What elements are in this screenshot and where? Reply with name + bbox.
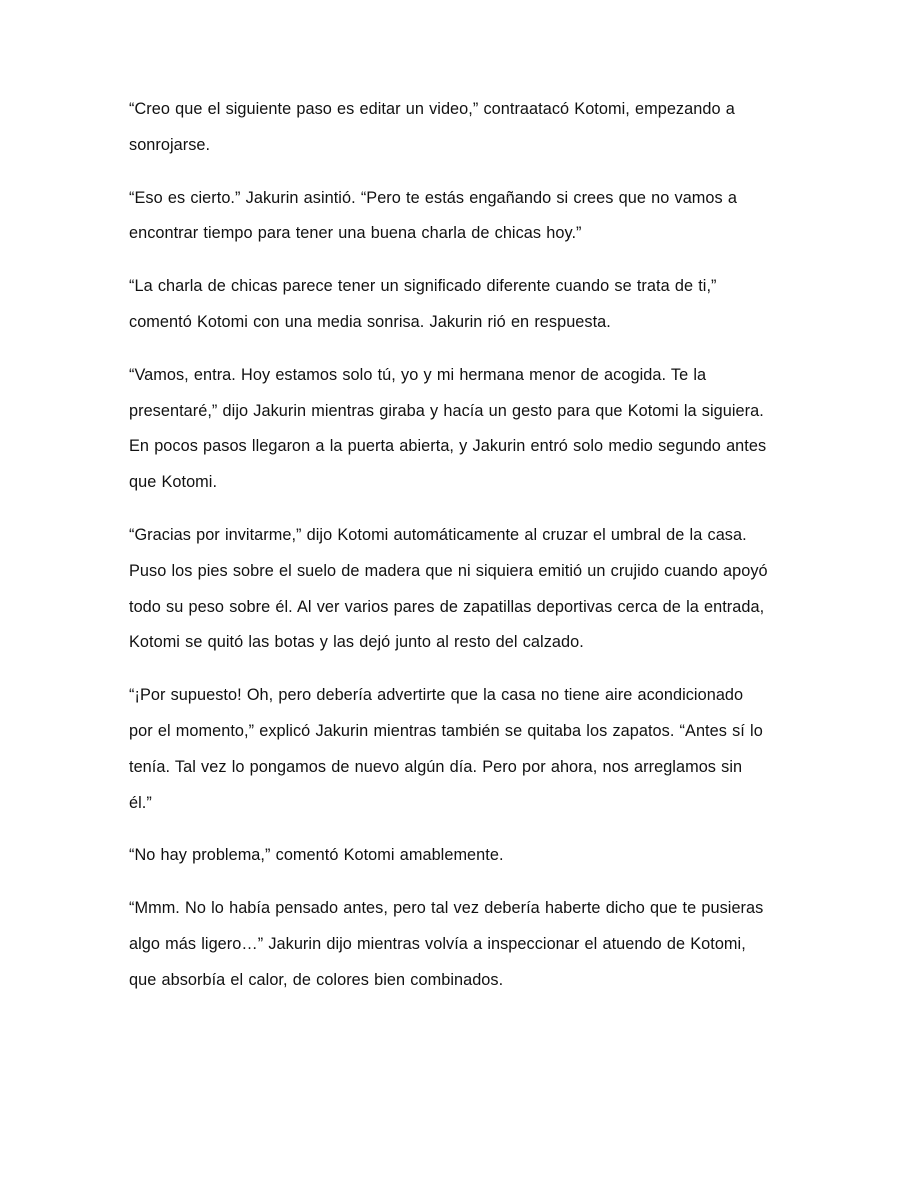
text-line: encontrar tiempo para tener una buena charla de chicas hoy.” (129, 224, 582, 243)
paragraph-1 (129, 92, 779, 164)
text-line: presentaré,” dijo Jakurin mientras giraba y hacía un gesto para que Kotomi la siguiera. (129, 401, 764, 420)
text-line: “Creo que el siguiente paso es editar un video,” contraatacó Kotomi, empezando a (129, 100, 735, 118)
text-line: que Kotomi. (129, 473, 218, 492)
text-line: “Eso es cierto.” Jakurin asintió. “Pero te estás engañando si crees que no vamos a (129, 188, 737, 207)
text-line: “No hay problema,” comentó Kotomi amablemente. (129, 846, 504, 865)
paragraph-2 (129, 181, 779, 253)
text-line: tenía. Tal vez lo pongamos de nuevo algún día. Pero por ahora, nos arreglamos sin (129, 757, 743, 776)
text-line: sonrojarse. (129, 135, 211, 154)
paragraph-5 (129, 518, 779, 661)
document-body (129, 92, 779, 1016)
paragraph-8 (129, 891, 779, 998)
paragraph-6 (129, 678, 779, 821)
text-line: “Mmm. No lo había pensado antes, pero tal vez debería haberte dicho que te pusieras (129, 899, 764, 918)
text-line: Kotomi se quitó las botas y las dejó junto al resto del calzado. (129, 633, 584, 652)
text-line: Puso los pies sobre el suelo de madera que ni siquiera emitió un crujido cuando apoyó (129, 561, 768, 580)
text-line: “Gracias por invitarme,” dijo Kotomi automáticamente al cruzar el umbral de la casa. (129, 525, 747, 544)
text-line: algo más ligero…” Jakurin dijo mientras volvía a inspeccionar el atuendo de Kotomi, (129, 934, 746, 953)
text-line: “Vamos, entra. Hoy estamos solo tú, yo y mi hermana menor de acogida. Te la (129, 365, 707, 384)
text-line: “La charla de chicas parece tener un significado diferente cuando se trata de ti,” (129, 277, 717, 296)
text-line: “¡Por supuesto! Oh, pero debería advertirte que la casa no tiene aire acondicionado (129, 686, 744, 705)
paragraph-3 (129, 269, 779, 341)
text-line: En pocos pasos llegaron a la puerta abierta, y Jakurin entró solo medio segundo antes (129, 437, 767, 456)
paragraph-7 (129, 838, 779, 874)
text-line: que absorbía el calor, de colores bien combinados. (129, 970, 504, 989)
paragraph-4 (129, 358, 779, 501)
text-line: por el momento,” explicó Jakurin mientras también se quitaba los zapatos. “Antes sí lo (129, 721, 763, 740)
text-line: él.” (129, 793, 152, 812)
text-line: todo su peso sobre él. Al ver varios pares de zapatillas deportivas cerca de la entrada, (129, 597, 765, 616)
text-line: comentó Kotomi con una media sonrisa. Jakurin rió en respuesta. (129, 312, 611, 331)
